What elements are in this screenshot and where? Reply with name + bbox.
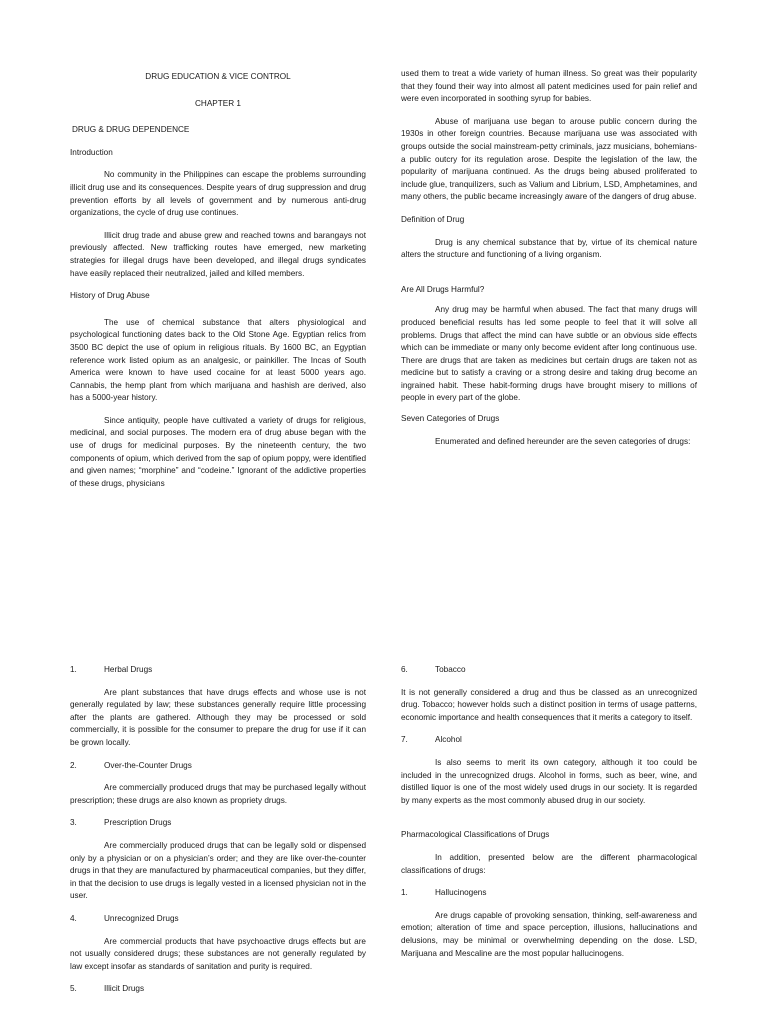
category-heading-tobacco (401, 664, 697, 677)
page-gap (0, 530, 768, 650)
paragraph-intro-1: No community in the Philippines can escape the problems surrounding illicit drug use and its consequences. Despite years of drug suppression and drug prevention efforts by all levels of government and by numerous anti-drug organizations, the cycle of drug use continues. (70, 170, 366, 218)
paragraph-history-continued: used them to treat a wide variety of human illness. So great was their popularity that they found their way into almost all patent medicines used for pain relief and were even incorporated in soothing syrup for babies. (401, 69, 697, 104)
category-title: Prescription Drugs (104, 818, 172, 828)
paragraph-hallucinogens: Are drugs capable of provoking sensation, thinking, self-awareness and emotion; alteration of time and space perception, illusions, hallucinations and delusions, may be minimal or overwhelming depending on the dose. LSD, Marijuana and Mescaline are the most popular hallucinogens. (401, 910, 697, 958)
category-heading (70, 817, 366, 830)
category-number: 6. (401, 665, 408, 674)
category-title: Illicit Drugs (104, 984, 145, 994)
category-number: 3. (70, 818, 77, 828)
page2-left-column (70, 664, 366, 996)
classification-number: 1. (401, 888, 408, 898)
category-title: Herbal Drugs (104, 665, 153, 674)
chapter-subtitle: DRUG & DRUG DEPENDENCE (72, 125, 190, 135)
category-text: Are commercially produced drugs that may be purchased legally without prescription; these drugs are also known as propriety drugs. (70, 783, 366, 805)
category-number: 7. (401, 735, 408, 745)
category-text: Are commercial products that have psychoactive drugs effects but are not usually considered drugs; these substances are not generally regulated by law except insofar as standards of sanitation and purity is required. (70, 936, 366, 971)
category-number: 4. (70, 913, 77, 923)
paragraph-seven-categories: Enumerated and defined hereunder are the seven categories of drugs: (435, 436, 691, 446)
category-number: 1. (70, 665, 77, 674)
heading-pharmacological: Pharmacological Classifications of Drugs (401, 830, 550, 840)
document-title: DRUG EDUCATION & VICE CONTROL (145, 72, 291, 81)
paragraph-harmful: Any drug may be harmful when abused. The fact that many drugs will produced beneficial results has led some people to feel that it will solve all problems. Drugs that affect the mind can have subtle or an obvious side effects which can be immediate or many only become evident after long continuous use. There are drugs that are taken as medicines but certain drugs are taken not as medicine but to satisfy a craving or a strong desire and taking drug become an ingrained habit. These habit-forming drugs have brought misery to millions of people in every part of the globe. (401, 305, 697, 403)
paragraph-history-2: Since antiquity, people have cultivated a variety of drugs for religious, medicinal, and social purposes. The modern era of drug abuse began with the use of drugs for medicinal purposes. By the nineteenth century, the two components of opium, which derived from the sap of opium poppy, were identified and given names; “morphine” and “codeine.” Ignorant of the addictive properties of these drugs, physicians (70, 415, 366, 488)
category-number: 2. (70, 760, 77, 770)
paragraph-intro-2: Illicit drug trade and abuse grew and reached towns and barangays not previously affected. New trafficking routes have emerged, new marketing strategies for illegal drugs have been developed, and illegal drugs syndicates have easily replaced their neutralized, jailed and killed members. (70, 230, 366, 278)
heading-definition: Definition of Drug (401, 214, 465, 224)
category-heading-alcohol (401, 734, 697, 747)
paragraph-history-1: The use of chemical substance that alters physiological and psychological functioning dates back to the Old Stone Age. Egyptian relics from 3500 BC depict the use of opium in religious rituals. By 1600 BC, an Egyptian reference work listed opium as an analgesic, or painkiller. The Incas of South America were known to have used cocaine for at least 5000 years ago. Cannabis, the hemp plant from which marijuana and hashish are derived, also has a 5000-year history. (70, 317, 366, 403)
page1-left-column (70, 71, 366, 490)
paragraph-tobacco: It is not generally considered a drug and thus be classed as an unrecognized drug. Tobacco; however holds such a distinct position in terms of usage patterns, economic importance and health consequences that it merits a category to itself. (401, 687, 697, 722)
category-text: Are plant substances that have drugs effects and whose use is not generally regulated by law; these substances generally require little processing after the plants are gathered. Although they may be processed or sold commercially, it is possible for the consumer to prepare the drug for use if it can be grown locally. (70, 687, 366, 747)
category-heading (70, 760, 366, 773)
heading-history: History of Drug Abuse (70, 291, 150, 301)
classification-title: Hallucinogens (435, 888, 487, 898)
heading-seven-categories: Seven Categories of Drugs (401, 414, 500, 424)
category-text: Are commercially produced drugs that can be legally sold or dispensed only by a physician or on a physician’s order; and they are like over-the-counter drugs in that they are manufactured by pharmaceutical companies, but they differ, in that the decision to use drugs is legally vested in a licensed physician not in the user. (70, 840, 366, 901)
paragraph-marijuana: Abuse of marijuana use began to arouse public concern during the 1930s in other foreign countries. Because marijuana use was associated with groups outside the social mainstream-petty criminals, jazz musicians, bohemians-a public outcry for its regulation arose. Despite the legislation of the law, the popularity of marijuana continued. As the drugs being abused proliferated to include glue, tranquilizers, such as Valium and Librium, LSD, Amphetamines, and many others, the public became increasingly aware of the dangers of drug abuse. (401, 116, 697, 202)
paragraph-definition: Drug is any chemical substance that by, virtue of its chemical nature alters the structure and functioning of a living organism. (401, 237, 697, 260)
category-title: Over-the-Counter Drugs (104, 760, 192, 770)
category-heading (70, 983, 366, 996)
heading-introduction: Introduction (70, 147, 113, 157)
category-title: Alcohol (435, 735, 462, 745)
paragraph-pharmacological: In addition, presented below are the different pharmacological classifications of drugs: (401, 852, 697, 875)
category-heading (70, 664, 366, 677)
page-2 (0, 650, 768, 1024)
paragraph-alcohol: Is also seems to merit its own category, although it too could be included in the unrecognized drugs. Alcohol in forms, such as beer, wine, and distilled liquor is one of the most widely used drugs in our society. It is regarded by many experts as the most commonly abused drug in our society. (401, 757, 697, 805)
category-number: 5. (70, 984, 77, 994)
category-title: Unrecognized Drugs (104, 913, 179, 923)
chapter-label: CHAPTER 1 (195, 98, 241, 108)
classification-heading-hallucinogens (401, 887, 697, 900)
page1-right-column (401, 68, 697, 448)
category-title: Tobacco (435, 665, 466, 674)
page2-right-column (401, 664, 697, 960)
heading-are-all-drugs-harmful: Are All Drugs Harmful? (401, 284, 485, 294)
category-heading (70, 913, 366, 926)
